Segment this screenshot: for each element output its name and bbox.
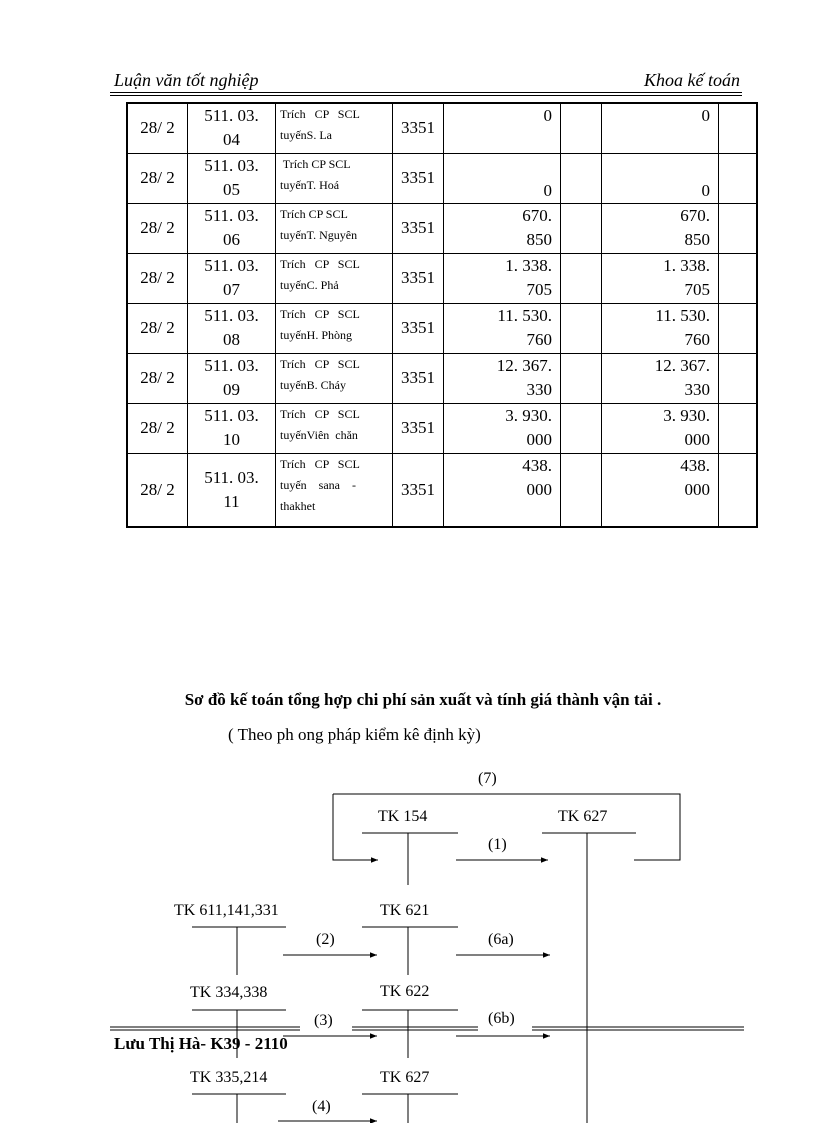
row-date: 28/ 2	[127, 253, 188, 303]
row-date: 28/ 2	[127, 303, 188, 353]
row-credit-line: 12. 367.	[654, 355, 710, 375]
row-debit-line: 11. 530.	[497, 305, 552, 325]
row-description-line: Trích CP SCL	[280, 456, 360, 471]
row-description-line: Trích CP SCL	[280, 107, 360, 121]
row-account-line: 08	[223, 330, 240, 349]
row-credit-line: 000	[684, 429, 710, 449]
row-description-line: Trích CP SCL	[280, 156, 351, 171]
row-account-line: 511. 03.	[204, 406, 259, 425]
row-description-line: tuyếnT. Hoá	[280, 177, 340, 192]
tk611-label: TK 611,141,331	[174, 902, 279, 919]
row-account-line: 511. 03.	[204, 356, 259, 375]
row-credit-line: 3. 930.	[663, 405, 710, 425]
row-description-line: tuyếnB. Cháy	[280, 377, 346, 392]
row-account-line: 06	[223, 230, 240, 249]
row-contra-account: 3351	[393, 153, 444, 203]
row-contra-account: 3351	[393, 103, 444, 153]
row-contra-account: 3351	[393, 203, 444, 253]
row-account-line: 511. 03.	[204, 206, 259, 225]
row-account-line: 511. 03.	[204, 306, 259, 325]
row-account-line: 04	[223, 130, 240, 150]
row-date: 28/ 2	[127, 103, 188, 153]
row-credit-line: 11. 530.	[655, 305, 710, 325]
row-description-line: thakhet	[280, 498, 316, 513]
row-date: 28/ 2	[127, 203, 188, 253]
row-debit-line: 850	[526, 229, 552, 249]
header-right-title: Khoa kế toán	[644, 70, 740, 90]
row-account-line: 511. 03.	[204, 156, 259, 175]
row-description-line: tuyếnC. Phả	[280, 277, 339, 292]
row-debit-line: 438.	[522, 455, 552, 475]
row-contra-account: 3351	[393, 353, 444, 403]
row-credit-line: 705	[684, 279, 710, 299]
row-description-line: Trích CP SCL	[280, 356, 360, 371]
row-account-line: 511. 03.	[204, 106, 259, 126]
row-credit-line: 760	[684, 329, 710, 349]
row-description-line: Trích CP SCL	[280, 406, 360, 421]
tk621-label: TK 621	[380, 902, 430, 919]
row-account-line: 07	[223, 280, 240, 299]
flow-7-label: (7)	[478, 770, 497, 787]
flow-6a-label: (6a)	[488, 931, 514, 948]
row-debit-line: 330	[526, 379, 552, 399]
row-contra-account: 3351	[393, 303, 444, 353]
diagram-subtitle: ( Theo ph ong pháp kiểm kê định kỳ)	[228, 725, 481, 744]
row-description-line: tuyếnS. La	[280, 128, 332, 142]
row-contra-account: 3351	[393, 253, 444, 303]
tk334-label: TK 334,338	[190, 984, 268, 1001]
row-debit-line: 670.	[522, 205, 552, 225]
row-credit-line: 0	[701, 106, 710, 125]
flow-4-label: (4)	[312, 1098, 331, 1115]
row-date: 28/ 2	[127, 153, 188, 203]
row-date: 28/ 2	[127, 453, 188, 527]
row-debit-line: 705	[526, 279, 552, 299]
row-description-line: tuyến sana -	[280, 477, 356, 492]
row-account-line: 511. 03.	[204, 256, 259, 275]
row-contra-account: 3351	[393, 453, 444, 527]
row-debit-line: 760	[526, 329, 552, 349]
row-contra-account: 3351	[393, 403, 444, 453]
tk622-label: TK 622	[380, 983, 430, 1000]
row-account-line: 09	[223, 380, 240, 399]
flow-7-return	[333, 794, 378, 860]
row-account-line: 10	[223, 430, 240, 449]
row-credit-line: 850	[684, 229, 710, 249]
footer-author: Lưu Thị Hà- K39 - 2110	[114, 1034, 288, 1053]
row-credit-line: 000	[684, 479, 710, 499]
row-debit-line: 000	[526, 429, 552, 449]
row-account-line: 11	[223, 491, 240, 511]
row-account-line: 05	[223, 180, 240, 199]
tk627-top-label: TK 627	[558, 808, 608, 825]
row-date: 28/ 2	[127, 353, 188, 403]
row-credit-line: 330	[684, 379, 710, 399]
flow-2-label: (2)	[316, 931, 335, 948]
row-credit-line: 438.	[680, 455, 710, 475]
header-left-title: Luận văn tốt nghiệp	[114, 70, 259, 90]
row-description-line: tuyếnT. Nguyên	[280, 227, 358, 242]
row-debit-line: 000	[526, 479, 552, 499]
diagram-title: Sơ đồ kế toán tổng hợp chi phí sản xuất và tính giá thành vận tải .	[184, 690, 662, 709]
row-debit-line: 1. 338.	[505, 255, 552, 275]
row-debit-line: 0	[543, 106, 552, 125]
row-debit-line: 12. 367.	[496, 355, 552, 375]
row-description-line: tuyếnH. Phòng	[280, 327, 352, 342]
row-credit-line: 1. 338.	[663, 255, 710, 275]
row-date: 28/ 2	[127, 403, 188, 453]
flow-1-label: (1)	[488, 836, 507, 853]
tk335-label: TK 335,214	[190, 1069, 268, 1086]
flow-6b-label: (6b)	[488, 1010, 515, 1027]
row-credit-line: 0	[701, 180, 710, 200]
tk154-label: TK 154	[378, 808, 428, 825]
tk627-bottom-label: TK 627	[380, 1069, 430, 1086]
flow-3-label: (3)	[314, 1012, 333, 1029]
row-description-line: Trích CP SCL	[280, 256, 360, 271]
row-debit-line: 3. 930.	[505, 405, 552, 425]
row-description-line: Trích CP SCL	[280, 206, 348, 221]
row-credit-line: 670.	[680, 205, 710, 225]
row-description-line: Trích CP SCL	[280, 306, 360, 321]
row-debit-line: 0	[543, 180, 552, 200]
row-account-line: 511. 03.	[204, 467, 259, 487]
row-description-line: tuyếnViên chăn	[280, 427, 358, 442]
